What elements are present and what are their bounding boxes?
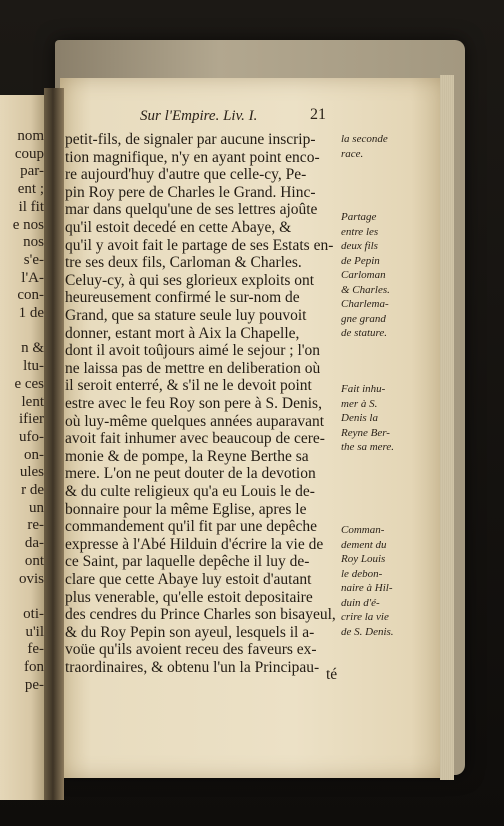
body-line: plus venerable, qu'elle estoit depositaire: [65, 588, 313, 606]
left-page-line: oti-: [23, 605, 44, 622]
left-page-line: ent ;: [17, 181, 44, 198]
left-page-line: r de: [21, 482, 44, 498]
body-line: & du Roy Pepin son ayeul, lesquels il a-: [65, 623, 315, 641]
body-line: & du culte religieux qu'a eu Louis le de-: [65, 483, 315, 500]
body-line: donner, estant mort à Aix la Chapelle,: [65, 324, 300, 342]
margin-note-line: dement du: [341, 538, 387, 551]
margin-note-line: duin d'é-: [341, 596, 380, 609]
body-line: ne laissa pas de mettre en deliberation où: [65, 359, 321, 377]
left-page-line: ifier: [19, 411, 44, 428]
margin-note-line: mer à S.: [341, 397, 378, 410]
margin-note-line: de S. Denis.: [341, 625, 394, 638]
body-line: pin Roy pere de Charles le Grand. Hinc-: [65, 183, 316, 201]
body-line: mar dans quelqu'une de ses lettres ajoûte: [65, 201, 318, 219]
body-line: monie & de pompe, la Reyne Berthe sa: [65, 447, 309, 465]
margin-note-line: Partage: [341, 211, 377, 223]
book-gutter: [44, 88, 64, 800]
left-page-line: da-: [24, 535, 44, 552]
body-line: dont il avoit toûjours aimé le sejour ; l'on: [65, 342, 321, 360]
left-page-line: ovis: [18, 570, 44, 587]
margin-note-line: Comman-: [341, 524, 385, 536]
left-page-line: ont: [24, 552, 44, 569]
left-page-line: on-: [24, 446, 44, 463]
body-line: où luy-même quelques années auparavant: [65, 412, 325, 430]
left-page-line: con-: [17, 287, 44, 304]
body-line: petit-fils, de signaler par aucune inscrip-: [65, 131, 316, 148]
margin-note-line: le debon-: [341, 567, 383, 580]
margin-note-line: de Pepin: [341, 254, 380, 267]
left-page-line: 1 de: [18, 305, 44, 321]
running-title: Sur l'Empire. Liv. I.: [140, 108, 258, 124]
body-line: mere. L'on ne peut douter de la devotion: [65, 465, 316, 483]
left-page-line: pe-: [24, 676, 44, 693]
left-page-line: e ces: [14, 375, 44, 392]
margin-note-line: Denis la: [341, 412, 378, 424]
margin-note-line: Roy Louis: [341, 553, 386, 565]
body-line: tion magnifique, n'y en ayant point enco-: [65, 148, 320, 166]
body-line: avoit fait inhumer avec beaucoup de cere-: [65, 430, 325, 448]
margin-note-line: entre les: [341, 225, 379, 238]
margin-note-line: Fait inhu-: [341, 383, 386, 395]
page-fore-edge: [440, 75, 454, 780]
page-number: 21: [310, 106, 326, 123]
body-line: Celuy-cy, à qui ses glorieux exploits ont: [65, 271, 315, 289]
left-page-line: u'il: [25, 623, 44, 640]
left-page-fragment: [0, 95, 44, 800]
body-line: voüe qu'ils avoient receu des faveurs ex-: [65, 641, 317, 659]
margin-note-line: naire à Hil-: [341, 582, 393, 594]
left-page-line: coup: [14, 145, 44, 162]
left-page-line: ufo-: [19, 428, 44, 445]
body-line: traordinaires, & obtenu l'un la Principau-: [65, 659, 320, 676]
margin-note-line: de stature.: [341, 327, 388, 339]
left-page-line: fe-: [27, 641, 44, 658]
margin-note-line: crire la vie: [341, 611, 389, 623]
body-line: qu'il y avoit fait le partage de ses Estats en-: [65, 236, 334, 254]
body-line: heureusement confirmé le sur-nom de: [65, 289, 300, 307]
left-page-line: par-: [20, 163, 44, 180]
margin-note-line: Charlema-: [341, 298, 389, 310]
left-page-line: un: [29, 499, 44, 516]
body-line: tre ses deux fils, Carloman & Charles.: [65, 254, 302, 272]
margin-note-line: deux fils: [341, 240, 378, 252]
body-line: Grand, que sa stature seule luy pouvoit: [65, 307, 307, 324]
left-page-line: n &: [21, 340, 44, 357]
margin-note-line: Reyne Ber-: [341, 426, 390, 439]
left-page-line: re-: [27, 517, 44, 534]
margin-note-line: la seconde: [341, 133, 388, 145]
body-line: estre avec le feu Roy son pere à S. Denis,: [65, 395, 322, 412]
left-page-line: l'A-: [21, 269, 44, 286]
body-line: expresse à l'Abé Hilduin d'écrire la vie de: [65, 535, 324, 553]
left-page-line: lent: [21, 393, 44, 410]
margin-note-line: & Charles.: [341, 283, 390, 296]
catchword: té: [326, 666, 338, 683]
body-line: ce Saint, par laquelle depêche il luy de-: [65, 553, 310, 571]
body-line: qu'il estoit decedé en cette Abaye, &: [65, 219, 292, 236]
left-page-line: ules: [19, 464, 44, 481]
left-page-line: s'e-: [23, 251, 44, 268]
margin-note-line: race.: [341, 147, 364, 160]
body-line: commandement qu'il fit par une depêche: [65, 518, 317, 536]
left-page-line: nom: [17, 128, 44, 144]
left-page-line: il fit: [18, 198, 44, 215]
body-line: il seroit enterré, & s'il ne le devoit point: [65, 377, 312, 395]
body-line: re aujourd'huy d'autre que celle-cy, Pe-: [65, 166, 307, 184]
left-page-line: nos: [23, 234, 44, 251]
body-line: bonnaire pour la même Eglise, apres le: [65, 500, 307, 518]
margin-note-line: Carloman: [341, 269, 386, 281]
body-line: clare que cette Abaye luy estoit d'autant: [65, 571, 312, 588]
body-line: des cendres du Prince Charles son bisayeul,: [65, 606, 336, 624]
margin-note-line: the sa mere.: [341, 441, 395, 453]
left-page-line: ltu-: [23, 358, 44, 375]
left-page-line: fon: [24, 659, 44, 675]
margin-note-line: gne grand: [341, 312, 386, 325]
left-page-line: e nos: [12, 216, 44, 233]
